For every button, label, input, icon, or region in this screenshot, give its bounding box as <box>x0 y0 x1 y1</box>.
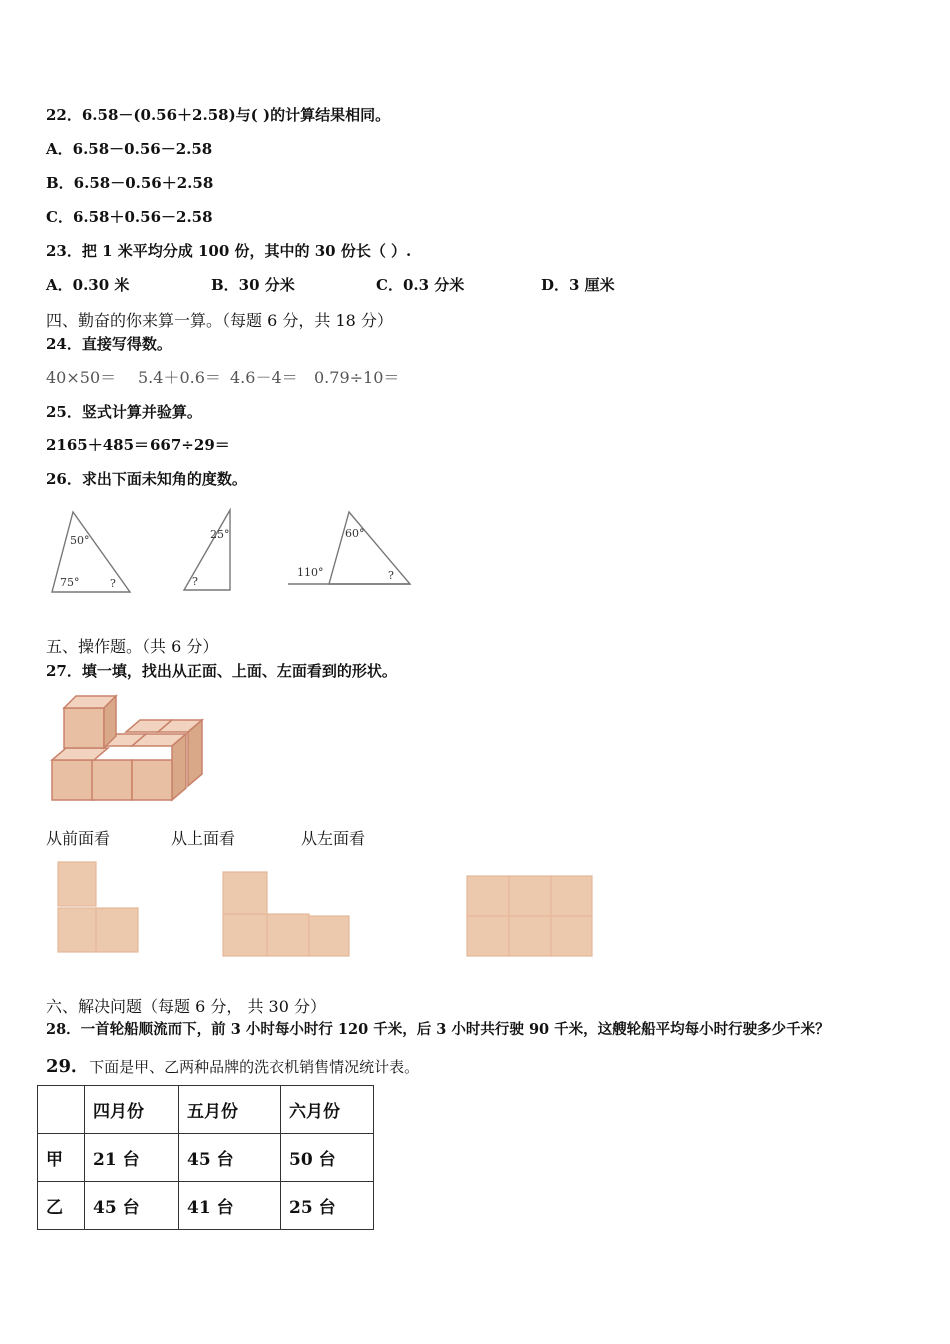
q24-item-1: 40×50＝ <box>46 368 117 387</box>
cube-front-1 <box>52 760 94 800</box>
q22-option-b: B．6.58－0.56＋2.58 <box>46 174 214 192</box>
section-6-heading: 六、解决问题（每题 6 分， 共 30 分） <box>46 997 326 1016</box>
cube-upper-front <box>64 708 104 748</box>
shape-a <box>58 862 138 952</box>
shape-c <box>467 876 592 956</box>
triangle-3 <box>288 512 410 584</box>
q22-option-c: C．6.58＋0.56－2.58 <box>46 208 213 226</box>
table-cell: 25 台 <box>281 1182 374 1230</box>
q25-stem: 25．竖式计算并验算。 <box>46 403 202 421</box>
shape-c-square-2 <box>509 876 551 916</box>
cube-front-2 <box>92 760 132 800</box>
view-label-left: 从左面看 <box>301 829 366 848</box>
q25-items <box>46 434 230 455</box>
view-shapes <box>50 860 610 960</box>
shape-c-square-3 <box>551 876 592 916</box>
shape-c-square-1 <box>467 876 509 916</box>
table-header-cell: 四月份 <box>85 1086 179 1134</box>
triangle-2-top-angle: 25° <box>210 528 230 541</box>
triangle-1-top-angle: 50° <box>70 534 90 547</box>
shape-c-square-6 <box>551 916 592 956</box>
shape-b <box>223 872 349 956</box>
table-cell: 21 台 <box>85 1134 179 1182</box>
q29-stem: 下面是甲、乙两种品牌的洗衣机销售情况统计表。 <box>89 1058 420 1076</box>
shape-b-square-4 <box>309 916 349 956</box>
table-row <box>38 1182 374 1230</box>
q23-option-c: C．0.3 分米 <box>376 276 465 294</box>
q29-number: 29． <box>46 1056 90 1077</box>
q23-option-a: A．0.30 米 <box>46 276 130 294</box>
table-cell: 41 台 <box>179 1182 281 1230</box>
shape-c-square-4 <box>467 916 509 956</box>
table-header-cell: 六月份 <box>281 1086 374 1134</box>
q24-stem: 24．直接写得数。 <box>46 335 172 353</box>
q22-option-a: A．6.58－0.56－2.58 <box>46 140 213 158</box>
q23-option-b: B．30 分米 <box>211 276 295 294</box>
triangle-2 <box>184 510 230 590</box>
triangle-1 <box>52 512 130 592</box>
section-4-heading: 四、勤奋的你来算一算。（每题 6 分，共 18 分） <box>46 311 393 330</box>
cube-top-front-1 <box>52 748 108 760</box>
q23-option-d: D．3 厘米 <box>541 276 615 294</box>
q27-stem: 27．填一填，找出从正面、上面、左面看到的形状。 <box>46 662 397 680</box>
q24-item-3: 4.6－4＝ <box>230 368 298 387</box>
q24-items <box>46 365 399 388</box>
shape-b-square-2 <box>223 914 267 956</box>
table-header-cell <box>38 1086 85 1134</box>
cube-side-mid <box>172 734 186 800</box>
shape-a-square-1 <box>58 862 96 906</box>
q28-text: 28．一首轮船顺流而下，前 3 小时每小时行 120 千米，后 3 小时共行驶 90 千米，这艘轮船平均每小时行驶多少千米？ <box>46 1021 830 1038</box>
cube-side-back <box>188 720 202 786</box>
triangle-3-exterior-angle: 110° <box>297 566 324 579</box>
section-5-heading: 五、操作题。（共 6 分） <box>46 637 219 656</box>
triangle-figures <box>40 500 420 605</box>
cube-stack-figure <box>48 690 208 805</box>
triangle-1-left-angle: 75° <box>60 576 80 589</box>
triangle-3-shape <box>329 512 410 584</box>
shape-b-square-3 <box>267 914 309 956</box>
table-cell: 45 台 <box>179 1134 281 1182</box>
shape-c-square-5 <box>509 916 551 956</box>
triangle-3-unknown-angle: ? <box>388 569 394 582</box>
q25-item-1: 2165＋485＝ <box>46 436 150 454</box>
triangle-1-unknown-angle: ? <box>110 577 116 590</box>
q22-stem: 22．6.58－(0.56＋2.58)与( )的计算结果相同。 <box>46 106 391 124</box>
table-cell: 45 台 <box>85 1182 179 1230</box>
q24-item-2: 5.4＋0.6＝ <box>138 368 221 387</box>
table-cell: 50 台 <box>281 1134 374 1182</box>
table-header-row <box>38 1086 374 1134</box>
view-label-front: 从前面看 <box>46 829 111 848</box>
shape-b-square-1 <box>223 872 267 914</box>
sales-table <box>37 1085 374 1230</box>
table-cell: 乙 <box>38 1182 85 1230</box>
q24-item-4: 0.79÷10＝ <box>314 368 400 387</box>
table-header-cell: 五月份 <box>179 1086 281 1134</box>
shape-a-square-2 <box>58 908 96 952</box>
q23-options <box>46 274 615 295</box>
q26-stem: 26．求出下面未知角的度数。 <box>46 470 247 488</box>
triangle-2-unknown-angle: ? <box>192 575 198 588</box>
triangle-2-shape <box>184 510 230 590</box>
q23-stem: 23．把 1 米平均分成 100 份，其中的 30 份长（ ）. <box>46 242 412 260</box>
table-cell: 甲 <box>38 1134 85 1182</box>
shape-a-square-3 <box>96 908 138 952</box>
cube-front-3 <box>132 760 172 800</box>
triangle-3-top-angle: 60° <box>345 527 365 540</box>
q25-item-2: 667÷29＝ <box>150 436 230 454</box>
table-row <box>38 1134 374 1182</box>
view-label-top: 从上面看 <box>171 829 236 848</box>
q29-stem-line <box>46 1052 419 1078</box>
